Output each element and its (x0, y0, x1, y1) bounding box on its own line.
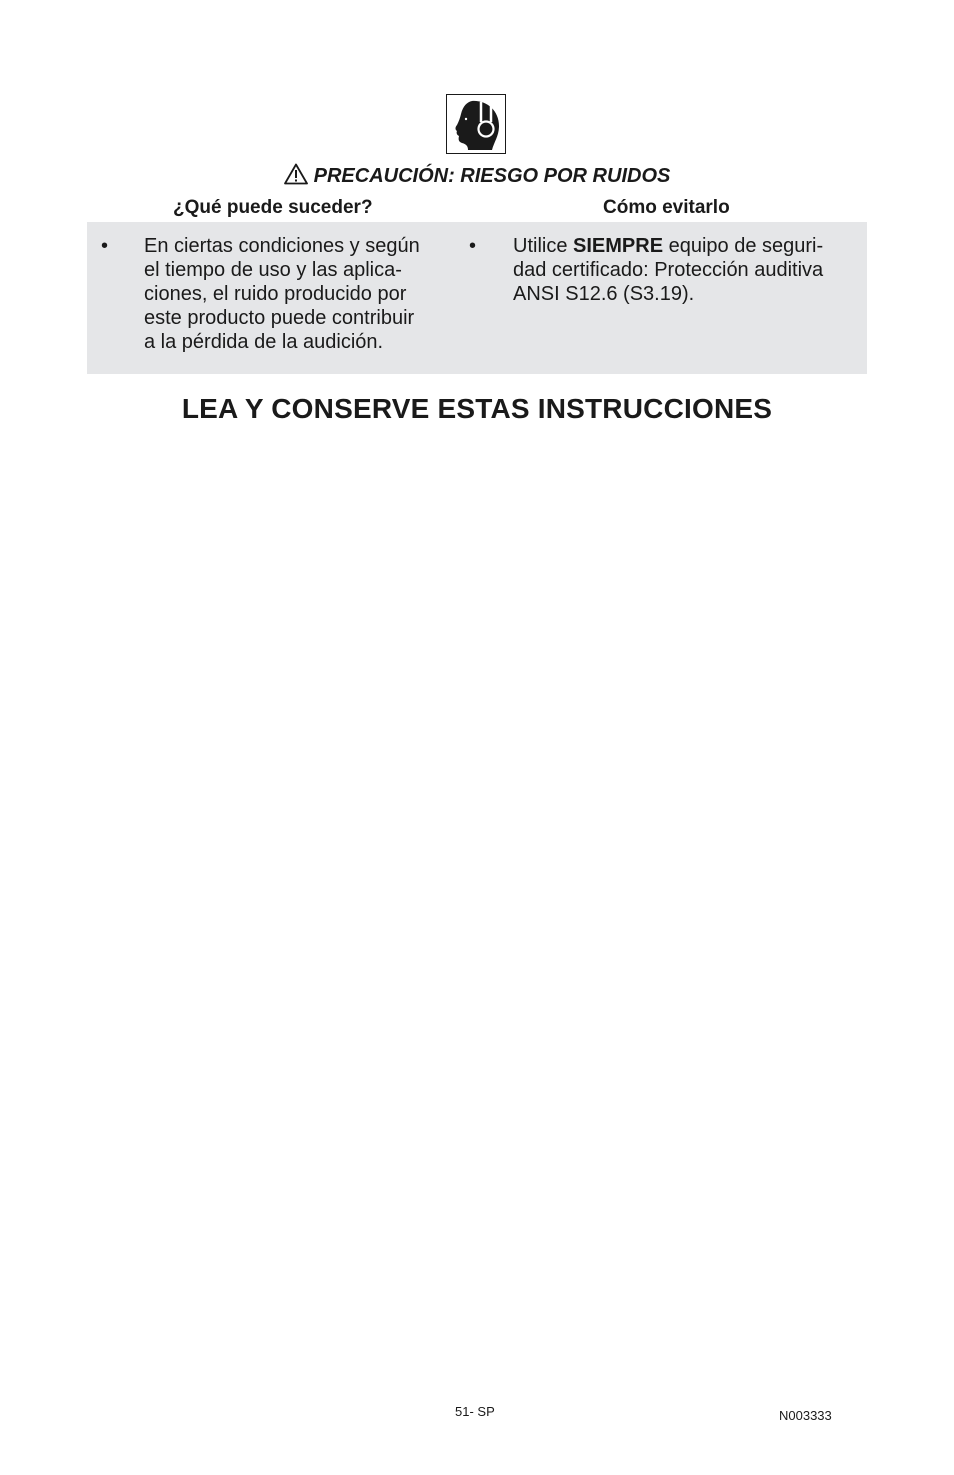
warning-triangle-icon (284, 163, 308, 185)
caution-title (0, 162, 954, 190)
avoidance-description (513, 234, 823, 306)
section-heading: LEA Y CONSERVE ESTAS INSTRUCCIONES (181, 393, 773, 424)
hazard-description (144, 234, 420, 354)
left-bullet: • (101, 235, 109, 257)
hazard-line: este producto puede contribuir (144, 307, 415, 329)
caution-title-text: PRECAUCIÓN: RIESGO POR RUIDOS (313, 165, 671, 187)
document-code: N003333 (779, 1408, 832, 1423)
avoidance-line: dad certificado: Protección auditiva (513, 259, 824, 281)
avoidance-line: Utilice SIEMPRE equipo de seguri- (513, 235, 824, 257)
hazard-line: En ciertas condiciones y según (144, 235, 420, 257)
right-bullet: • (469, 235, 477, 257)
hazard-line: a la pérdida de la audición. (144, 331, 384, 353)
hazard-line: ciones, el ruido producido por (144, 283, 407, 305)
column-header-what-can-happen: ¿Qué puede suceder? (173, 197, 373, 218)
hearing-protection-icon (446, 94, 506, 154)
column-header-how-to-avoid: Cómo evitarlo (603, 197, 730, 218)
page-number: 51- SP (455, 1404, 495, 1419)
hazard-line: el tiempo de uso y las aplica- (144, 259, 402, 281)
avoidance-line: ANSI S12.6 (S3.19). (513, 283, 695, 305)
emphasis-always: SIEMPRE (573, 235, 664, 257)
